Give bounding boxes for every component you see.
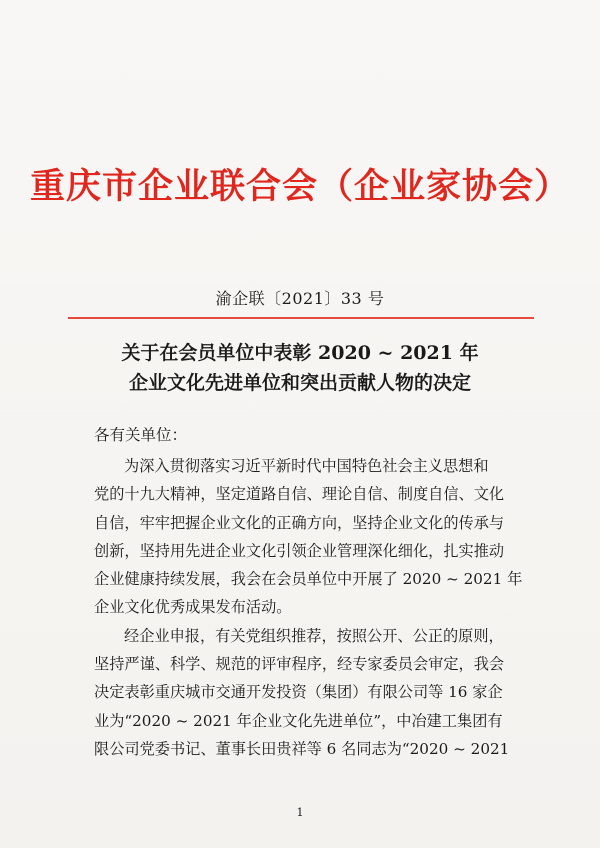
page-number: 1 <box>296 806 304 819</box>
body-line: 经企业申报，有关党组织推荐，按照公开、公正的原则， <box>124 626 504 645</box>
document-title <box>0 338 600 398</box>
body-line: 决定表彰重庆城市交通开发投资（集团）有限公司等 16 家企 <box>94 683 503 702</box>
body-line: 业为“2020 ~ 2021 年企业文化先进单位”，中冶建工集团有 <box>94 711 503 730</box>
title-line-2: 企业文化先进单位和突出贡献人物的决定 <box>128 372 471 394</box>
body-line: 为深入贯彻落实习近平新时代中国特色社会主义思想和 <box>124 457 489 475</box>
red-divider-line <box>68 317 534 319</box>
body-line: 企业健康持续发展，我会在会员单位中开展了 2020 ~ 2021 年 <box>94 570 523 589</box>
document-number: 渝企联〔2021〕33 号 <box>215 289 385 308</box>
body-line: 限公司党委书记、董事长田贵祥等 6 名同志为“2020 ~ 2021 <box>94 739 510 758</box>
salutation: 各有关单位： <box>94 426 188 444</box>
document-body <box>94 452 524 763</box>
title-line-1: 关于在会员单位中表彰 2020 ~ 2021 年 <box>121 342 479 364</box>
body-line: 自信，牢牢把握企业文化的正确方向，坚持企业文化的传承与 <box>94 513 505 532</box>
body-line: 坚持严谨、科学、规范的评审程序，经专家委员会审定，我会 <box>94 655 505 674</box>
organization-header: 重庆市企业联合会（企业家协会） <box>29 167 570 207</box>
body-line: 创新，坚持用先进企业文化引领企业管理深化细化，扎实推动 <box>94 541 505 560</box>
body-line: 企业文化优秀成果发布活动。 <box>94 598 292 617</box>
body-line: 党的十九大精神，坚定道路自信、理论自信、制度自信、文化 <box>94 485 505 504</box>
